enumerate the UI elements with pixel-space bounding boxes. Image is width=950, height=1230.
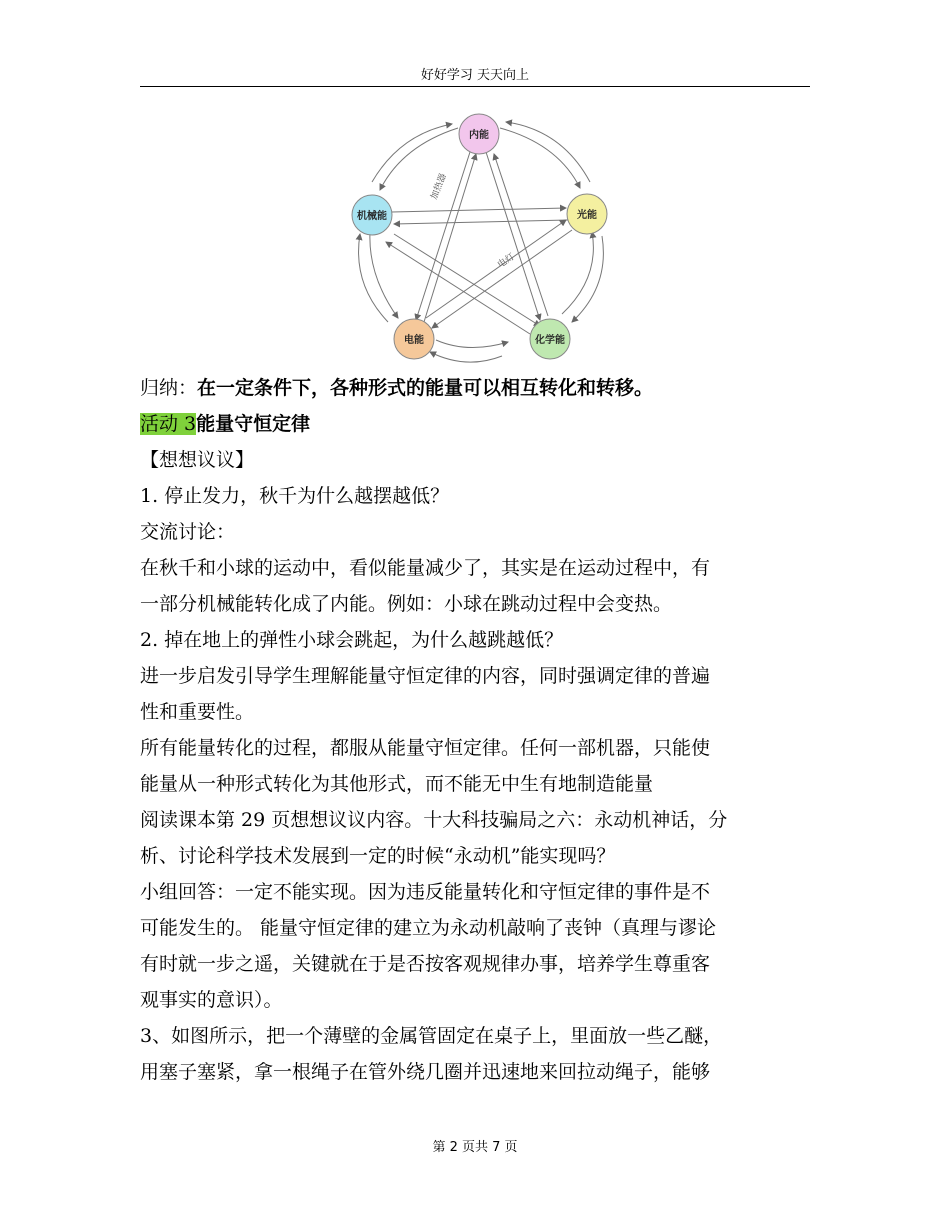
activity-heading [140, 406, 812, 442]
paragraph-line: 3、如图所示，把一个薄壁的金属管固定在桌子上，里面放一些乙醚， [140, 1025, 723, 1047]
node-chemical-energy [530, 319, 570, 359]
header-divider [140, 86, 810, 87]
paragraph-line: 性和重要性。 [140, 701, 255, 723]
paragraph-line: 析、讨论科学技术发展到一定的时候“永动机”能实现吗？ [140, 845, 616, 867]
paragraph-line: 有时就一步之遥，关键就在于是否按客观规律办事，培养学生尊重客 [140, 953, 711, 975]
paragraph-line: 阅读课本第 29 页想想议议内容。十大科技骗局之六：永动机神话，分 [140, 809, 728, 831]
node-electric-energy [394, 319, 434, 359]
node-light-label: 光能 [577, 210, 597, 221]
paragraph-line: 观事实的意识）。 [140, 989, 283, 1011]
paragraph-line: 能量从一种形式转化为其他形式，而不能无中生有地制造能量 [140, 773, 654, 795]
node-internal-label: 内能 [469, 130, 489, 141]
paragraph-line: 1. 停止发力，秋千为什么越摆越低？ [140, 485, 450, 507]
page-footer: 第 2 页共 7 页 [432, 1140, 518, 1155]
paragraph-line: 交流讨论： [140, 521, 236, 543]
node-chemical-label: 化学能 [535, 335, 565, 346]
edge-label-lamp: 电灯 [496, 252, 517, 271]
paragraph-line: 【想想议议】 [140, 449, 255, 471]
paragraph-line: 可能发生的。 能量守恒定律的建立为永动机敲响了丧钟（真理与谬论 [140, 917, 717, 939]
summary-line [140, 370, 812, 406]
paragraph-line: 2. 掉在地上的弹性小球会跳起，为什么越跳越低？ [140, 629, 564, 651]
node-mechanical-label: 机械能 [357, 211, 387, 222]
summary-text: 在一定条件下，各种形式的能量可以相互转化和转移。 [197, 377, 654, 399]
paragraph-line: 小组回答：一定不能实现。因为违反能量转化和守恒定律的事件是不 [140, 881, 711, 903]
energy-conversion-diagram [340, 108, 620, 370]
paragraph-line: 用塞子塞紧，拿一根绳子在管外绕几圈并迅速地来回拉动绳子，能够 [140, 1061, 711, 1083]
activity-title: 能量守恒定律 [196, 413, 311, 435]
energy-diagram-svg [340, 108, 620, 370]
node-mechanical-energy [352, 195, 392, 235]
paragraph-line: 所有能量转化的过程，都服从能量守恒定律。任何一部机器，只能使 [140, 737, 711, 759]
summary-prefix: 归纳： [140, 377, 198, 399]
node-light-energy [567, 194, 607, 234]
paragraph-line: 一部分机械能转化成了内能。例如：小球在跳动过程中会变热。 [140, 593, 673, 615]
paragraph-line: 在秋千和小球的运动中，看似能量减少了，其实是在运动过程中，有 [140, 557, 711, 579]
document-body [140, 370, 812, 1090]
node-electric-label: 电能 [404, 335, 424, 346]
paragraph-line: 进一步启发引导学生理解能量守恒定律的内容，同时强调定律的普遍 [140, 665, 711, 687]
node-internal-energy [459, 114, 499, 154]
page-header: 好好学习 天天向上 [420, 68, 530, 83]
activity-label: 活动 3 [140, 413, 197, 435]
paragraph-list [140, 442, 812, 1090]
edge-label-heater: 加热器 [429, 172, 449, 202]
